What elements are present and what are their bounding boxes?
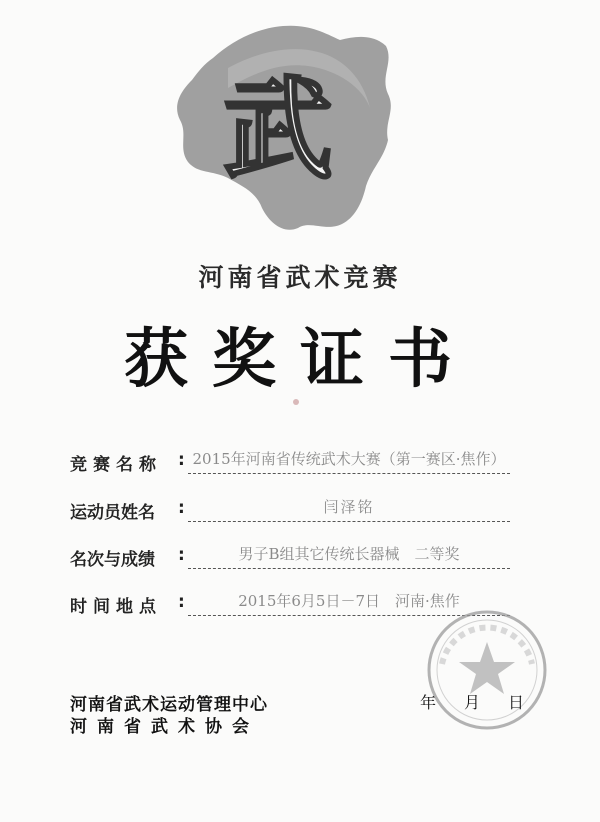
ink-speck-icon — [290, 396, 302, 408]
field-underline — [188, 568, 510, 569]
field-label: 时间地点 — [70, 597, 162, 617]
field-value: 2015年河南省传统武术大赛（第一赛区·焦作） — [192, 450, 506, 468]
henan-map-emblem-icon — [158, 18, 403, 243]
field-underline — [188, 473, 510, 474]
date-month-label: 月 — [464, 693, 481, 712]
certificate-title: 获奖证书 — [124, 322, 476, 397]
field-rank-result: 名次与成绩 : 男子B组其它传统长器械 二等奖 — [70, 543, 510, 571]
field-value: 2015年6月5日－7日 河南·焦作 — [238, 592, 460, 610]
field-label: 名次与成绩 — [70, 550, 155, 570]
issuer-association: 河南省武术协会 — [70, 717, 259, 737]
organization-title: 河南省武术竞赛 — [198, 263, 402, 292]
field-competition-name: 竞赛名称 : 2015年河南省传统武术大赛（第一赛区·焦作） — [70, 448, 510, 476]
field-label: 运动员姓名 — [70, 503, 155, 523]
date-day-label: 日 — [508, 693, 525, 712]
field-underline — [188, 521, 510, 522]
emblem-character: 武 — [223, 65, 333, 194]
field-label: 竞赛名称 — [70, 455, 162, 475]
field-value: 闫泽铭 — [323, 498, 375, 516]
date-year-label: 年 — [420, 693, 437, 712]
issuer-management-center: 河南省武术运动管理中心 — [70, 695, 268, 715]
field-value: 男子B组其它传统长器械 二等奖 — [238, 545, 460, 563]
field-athlete-name: 运动员姓名 : 闫泽铭 — [70, 496, 510, 524]
star-seal-stamp-icon — [414, 604, 560, 736]
field-time-place: 时间地点 : 2015年6月5日－7日 河南·焦作 — [70, 590, 510, 618]
